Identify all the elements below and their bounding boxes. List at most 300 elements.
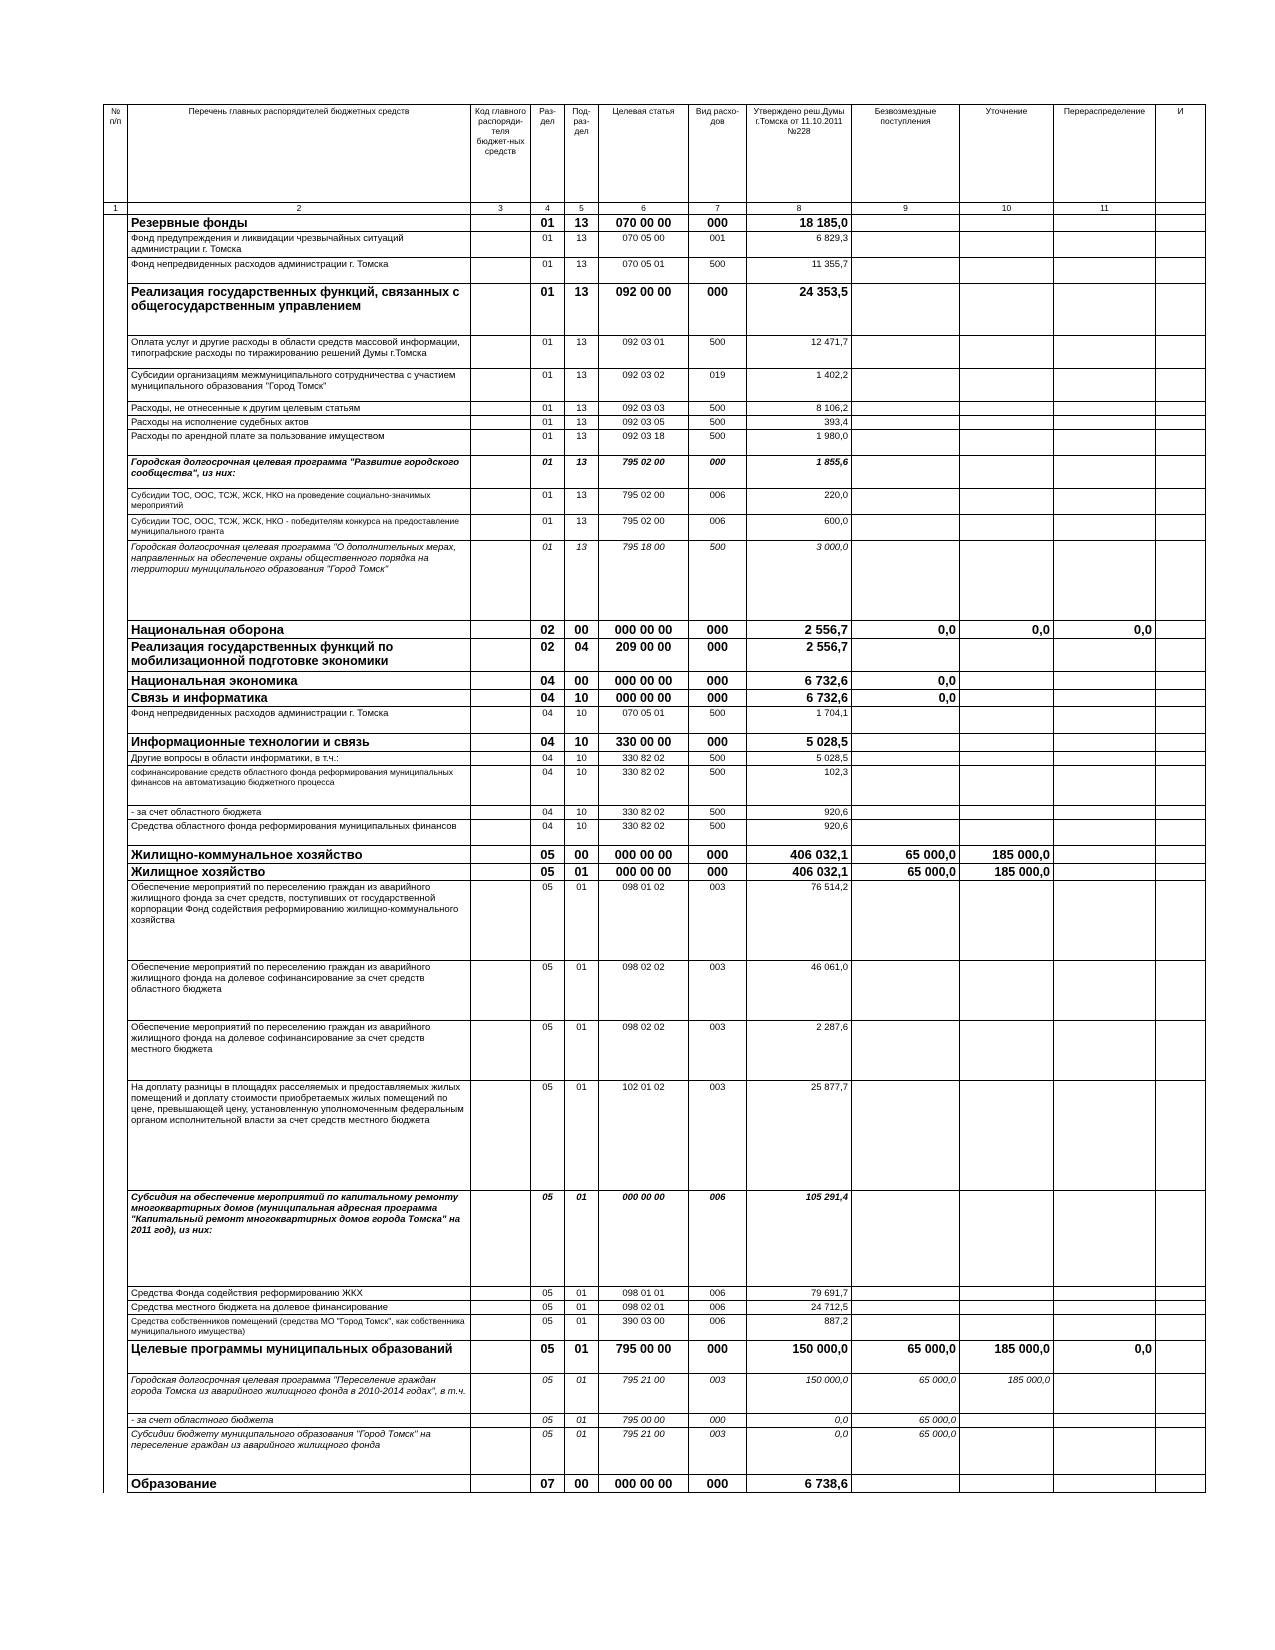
header-row (104, 105, 1206, 203)
row-statya: 092 03 03 (599, 402, 689, 416)
row-code (471, 284, 531, 336)
header-vid: Вид расхо-дов (689, 105, 747, 203)
row-name: Целевые программы муниципальных образований (128, 1341, 471, 1374)
row-approved: 406 032,1 (747, 864, 852, 881)
row-num (104, 1191, 128, 1287)
row-redistribution (1054, 1081, 1156, 1191)
row-grants (852, 1081, 960, 1191)
row-grants (852, 1301, 960, 1315)
row-approved: 1 855,6 (747, 456, 852, 489)
row-statya: 000 00 00 (599, 1191, 689, 1287)
row-vid: 003 (689, 1374, 747, 1414)
row-approved: 887,2 (747, 1315, 852, 1341)
table-row (104, 1374, 1206, 1414)
col-number: 10 (960, 203, 1054, 215)
row-redistribution (1054, 1021, 1156, 1081)
row-clarification (960, 1414, 1054, 1428)
row-approved: 12 471,7 (747, 336, 852, 369)
row-statya: 098 02 01 (599, 1301, 689, 1315)
row-clarification (960, 766, 1054, 806)
row-total (1156, 1315, 1206, 1341)
row-code (471, 690, 531, 707)
row-statya: 330 82 02 (599, 820, 689, 846)
header-code: Код главного распоряди-теля бюджет-ных средств (471, 105, 531, 203)
row-approved: 5 028,5 (747, 752, 852, 766)
row-razdel: 01 (531, 456, 565, 489)
row-total (1156, 806, 1206, 820)
row-total (1156, 430, 1206, 456)
row-total (1156, 1191, 1206, 1287)
row-razdel: 05 (531, 1021, 565, 1081)
row-redistribution (1054, 1428, 1156, 1475)
row-statya: 000 00 00 (599, 864, 689, 881)
row-vid: 500 (689, 416, 747, 430)
row-vid: 000 (689, 284, 747, 336)
row-clarification (960, 336, 1054, 369)
row-podrazdel: 13 (565, 284, 599, 336)
row-num (104, 1021, 128, 1081)
row-podrazdel: 10 (565, 707, 599, 734)
row-podrazdel: 04 (565, 639, 599, 672)
row-statya: 000 00 00 (599, 846, 689, 864)
table-row (104, 1021, 1206, 1081)
table-row (104, 1315, 1206, 1341)
row-vid: 500 (689, 402, 747, 416)
row-num (104, 541, 128, 621)
row-razdel: 05 (531, 1081, 565, 1191)
row-total (1156, 864, 1206, 881)
row-total (1156, 1374, 1206, 1414)
row-vid: 006 (689, 1301, 747, 1315)
row-clarification (960, 1315, 1054, 1341)
table-row (104, 284, 1206, 336)
row-podrazdel: 13 (565, 369, 599, 402)
row-clarification (960, 416, 1054, 430)
header-name: Перечень главных распорядителей бюджетных средств (128, 105, 471, 203)
row-statya: 098 01 02 (599, 881, 689, 961)
row-name: Городская долгосрочная целевая программа "О дополнительных мерах, направленных на обеспечение охраны общественного порядка на территории муниципального образования "Город Томск" (128, 541, 471, 621)
row-code (471, 621, 531, 639)
row-total (1156, 1287, 1206, 1301)
row-redistribution (1054, 1315, 1156, 1341)
row-razdel: 05 (531, 1428, 565, 1475)
row-code (471, 1191, 531, 1287)
row-vid: 000 (689, 734, 747, 752)
row-num (104, 707, 128, 734)
row-vid: 500 (689, 766, 747, 806)
row-total (1156, 1341, 1206, 1374)
row-name: Субсидии ТОС, ООС, ТСЖ, ЖСК, НКО - победителям конкурса на предоставление муниципального гранта (128, 515, 471, 541)
row-statya: 070 00 00 (599, 215, 689, 232)
header-podrazdel: Под-раз-дел (565, 105, 599, 203)
row-num (104, 232, 128, 258)
row-vid: 003 (689, 1428, 747, 1475)
row-redistribution (1054, 1301, 1156, 1315)
row-clarification (960, 752, 1054, 766)
row-razdel: 05 (531, 864, 565, 881)
row-razdel: 05 (531, 1315, 565, 1341)
row-code (471, 541, 531, 621)
row-name: Субсидии организациям межмуниципального сотрудничества с участием муниципального образования "Город Томск" (128, 369, 471, 402)
row-statya: 795 21 00 (599, 1428, 689, 1475)
row-num (104, 672, 128, 690)
row-grants (852, 1191, 960, 1287)
row-code (471, 416, 531, 430)
row-statya: 070 05 01 (599, 258, 689, 284)
row-grants: 65 000,0 (852, 1341, 960, 1374)
row-approved: 6 738,6 (747, 1475, 852, 1493)
row-vid: 000 (689, 846, 747, 864)
row-name: Обеспечение мероприятий по переселению граждан из аварийного жилищного фонда на долевое софинансирование за счет средств местного бюджета (128, 1021, 471, 1081)
row-name: Расходы на исполнение судебных актов (128, 416, 471, 430)
col-number: 4 (531, 203, 565, 215)
row-clarification (960, 456, 1054, 489)
row-num (104, 1374, 128, 1414)
row-statya: 795 21 00 (599, 1374, 689, 1414)
row-clarification (960, 881, 1054, 961)
table-row (104, 820, 1206, 846)
row-redistribution (1054, 1191, 1156, 1287)
row-code (471, 1301, 531, 1315)
row-approved: 6 732,6 (747, 672, 852, 690)
col-number: 8 (747, 203, 852, 215)
header-clarification: Уточнение (960, 105, 1054, 203)
col-number: 11 (1054, 203, 1156, 215)
row-clarification (960, 232, 1054, 258)
row-approved: 393,4 (747, 416, 852, 430)
table-row (104, 336, 1206, 369)
row-clarification (960, 1301, 1054, 1315)
table-row (104, 402, 1206, 416)
row-statya: 795 02 00 (599, 456, 689, 489)
row-grants (852, 258, 960, 284)
row-num (104, 881, 128, 961)
col-number: 7 (689, 203, 747, 215)
row-statya: 795 02 00 (599, 489, 689, 515)
row-total (1156, 881, 1206, 961)
row-approved: 1 980,0 (747, 430, 852, 456)
row-approved: 2 556,7 (747, 639, 852, 672)
row-code (471, 1081, 531, 1191)
table-row (104, 1191, 1206, 1287)
row-name: софинансирование средств областного фонда реформирования муниципальных финансов на автоматизацию бюджетного процесса (128, 766, 471, 806)
row-total (1156, 402, 1206, 416)
row-podrazdel: 01 (565, 1287, 599, 1301)
row-clarification (960, 430, 1054, 456)
col-number: 6 (599, 203, 689, 215)
row-total (1156, 232, 1206, 258)
row-razdel: 01 (531, 258, 565, 284)
row-code (471, 1374, 531, 1414)
row-approved: 6 829,3 (747, 232, 852, 258)
row-code (471, 864, 531, 881)
row-podrazdel: 01 (565, 1081, 599, 1191)
row-statya: 795 02 00 (599, 515, 689, 541)
row-razdel: 07 (531, 1475, 565, 1493)
row-clarification (960, 672, 1054, 690)
row-grants (852, 232, 960, 258)
table-row (104, 215, 1206, 232)
row-clarification (960, 806, 1054, 820)
row-grants (852, 881, 960, 961)
row-redistribution (1054, 846, 1156, 864)
row-redistribution (1054, 215, 1156, 232)
row-code (471, 1315, 531, 1341)
header-approved: Утверждено реш.Думы г.Томска от 11.10.2011 №228 (747, 105, 852, 203)
row-num (104, 1414, 128, 1428)
row-podrazdel: 01 (565, 1414, 599, 1428)
row-redistribution (1054, 1414, 1156, 1428)
row-total (1156, 1428, 1206, 1475)
row-num (104, 621, 128, 639)
row-redistribution (1054, 430, 1156, 456)
row-redistribution (1054, 416, 1156, 430)
header-statya: Целевая статья (599, 105, 689, 203)
row-num (104, 215, 128, 232)
row-podrazdel: 01 (565, 1191, 599, 1287)
row-clarification (960, 1191, 1054, 1287)
row-statya: 092 03 01 (599, 336, 689, 369)
row-num (104, 734, 128, 752)
row-total (1156, 489, 1206, 515)
row-approved: 11 355,7 (747, 258, 852, 284)
row-approved: 920,6 (747, 820, 852, 846)
row-approved: 79 691,7 (747, 1287, 852, 1301)
row-code (471, 1287, 531, 1301)
row-approved: 24 712,5 (747, 1301, 852, 1315)
row-razdel: 01 (531, 284, 565, 336)
row-grants (852, 766, 960, 806)
row-vid: 006 (689, 1315, 747, 1341)
row-approved: 24 353,5 (747, 284, 852, 336)
row-grants (852, 456, 960, 489)
col-number: 9 (852, 203, 960, 215)
table-row (104, 1428, 1206, 1475)
row-approved: 18 185,0 (747, 215, 852, 232)
col-number (1156, 203, 1206, 215)
row-statya: 330 00 00 (599, 734, 689, 752)
row-grants: 0,0 (852, 690, 960, 707)
row-statya: 795 18 00 (599, 541, 689, 621)
row-name: Обеспечение мероприятий по переселению граждан из аварийного жилищного фонда за счет средств, поступивших от государственной корпорации Фонд содействия реформированию жилищно-коммунального хозяйства (128, 881, 471, 961)
row-redistribution (1054, 1475, 1156, 1493)
col-number: 5 (565, 203, 599, 215)
row-num (104, 820, 128, 846)
row-total (1156, 1414, 1206, 1428)
row-vid: 006 (689, 1191, 747, 1287)
row-name: Субсидии ТОС, ООС, ТСЖ, ЖСК, НКО на проведение социально-значимых мероприятий (128, 489, 471, 515)
table-row (104, 1287, 1206, 1301)
row-total (1156, 766, 1206, 806)
row-vid: 000 (689, 621, 747, 639)
header-grants: Безвозмездные поступления (852, 105, 960, 203)
row-approved: 406 032,1 (747, 846, 852, 864)
row-redistribution (1054, 881, 1156, 961)
row-approved: 5 028,5 (747, 734, 852, 752)
table-row (104, 232, 1206, 258)
row-razdel: 02 (531, 621, 565, 639)
row-podrazdel: 00 (565, 846, 599, 864)
row-razdel: 01 (531, 336, 565, 369)
row-clarification (960, 489, 1054, 515)
row-approved: 8 106,2 (747, 402, 852, 416)
table-row (104, 846, 1206, 864)
row-podrazdel: 01 (565, 961, 599, 1021)
row-clarification (960, 1021, 1054, 1081)
row-approved: 105 291,4 (747, 1191, 852, 1287)
row-clarification (960, 961, 1054, 1021)
row-clarification: 0,0 (960, 621, 1054, 639)
row-total (1156, 820, 1206, 846)
row-grants (852, 489, 960, 515)
row-grants: 65 000,0 (852, 864, 960, 881)
row-num (104, 766, 128, 806)
row-approved: 150 000,0 (747, 1374, 852, 1414)
row-name: Реализация государственных функций, связанных с общегосударственным управлением (128, 284, 471, 336)
row-grants (852, 336, 960, 369)
row-vid: 006 (689, 1287, 747, 1301)
table-row (104, 430, 1206, 456)
row-statya: 795 00 00 (599, 1341, 689, 1374)
row-statya: 070 05 01 (599, 707, 689, 734)
row-code (471, 672, 531, 690)
row-code (471, 489, 531, 515)
table-row (104, 734, 1206, 752)
row-podrazdel: 10 (565, 806, 599, 820)
row-grants (852, 734, 960, 752)
row-code (471, 734, 531, 752)
row-podrazdel: 13 (565, 215, 599, 232)
row-total (1156, 456, 1206, 489)
row-code (471, 846, 531, 864)
col-number: 1 (104, 203, 128, 215)
row-grants (852, 806, 960, 820)
row-total (1156, 1475, 1206, 1493)
row-grants: 0,0 (852, 621, 960, 639)
row-vid: 006 (689, 515, 747, 541)
row-statya: 098 02 02 (599, 1021, 689, 1081)
row-podrazdel: 01 (565, 1315, 599, 1341)
row-redistribution (1054, 690, 1156, 707)
row-podrazdel: 10 (565, 734, 599, 752)
row-code (471, 232, 531, 258)
row-podrazdel: 10 (565, 820, 599, 846)
row-vid: 000 (689, 864, 747, 881)
row-vid: 500 (689, 258, 747, 284)
row-name: Жилищно-коммунальное хозяйство (128, 846, 471, 864)
row-total (1156, 1081, 1206, 1191)
row-podrazdel: 10 (565, 766, 599, 806)
row-num (104, 1428, 128, 1475)
row-statya: 795 00 00 (599, 1414, 689, 1428)
row-clarification (960, 707, 1054, 734)
row-name: Городская долгосрочная целевая программа "Переселение граждан города Томска из аварийного жилищного фонда в 2010-2014 годах", в т.ч. (128, 1374, 471, 1414)
row-redistribution (1054, 336, 1156, 369)
row-clarification (960, 639, 1054, 672)
row-redistribution (1054, 515, 1156, 541)
row-podrazdel: 01 (565, 881, 599, 961)
row-podrazdel: 00 (565, 672, 599, 690)
row-vid: 000 (689, 672, 747, 690)
row-razdel: 04 (531, 806, 565, 820)
row-num (104, 806, 128, 820)
row-podrazdel: 01 (565, 1428, 599, 1475)
row-vid: 003 (689, 881, 747, 961)
row-code (471, 752, 531, 766)
row-total (1156, 369, 1206, 402)
row-razdel: 01 (531, 215, 565, 232)
row-podrazdel: 13 (565, 430, 599, 456)
row-vid: 000 (689, 215, 747, 232)
row-redistribution (1054, 284, 1156, 336)
row-name: - за счет областного бюджета (128, 806, 471, 820)
row-name: - за счет областного бюджета (128, 1414, 471, 1428)
row-statya: 000 00 00 (599, 621, 689, 639)
table-row (104, 456, 1206, 489)
row-total (1156, 672, 1206, 690)
row-redistribution (1054, 456, 1156, 489)
row-razdel: 01 (531, 515, 565, 541)
row-name: Национальная экономика (128, 672, 471, 690)
row-name: Жилищное хозяйство (128, 864, 471, 881)
row-code (471, 1021, 531, 1081)
row-total (1156, 734, 1206, 752)
row-vid: 500 (689, 541, 747, 621)
row-total (1156, 752, 1206, 766)
row-approved: 1 402,2 (747, 369, 852, 402)
row-code (471, 1475, 531, 1493)
row-total (1156, 846, 1206, 864)
table-row (104, 881, 1206, 961)
table-row (104, 690, 1206, 707)
row-name: Расходы, не отнесенные к другим целевым статьям (128, 402, 471, 416)
table-body (104, 215, 1206, 1493)
row-num (104, 402, 128, 416)
row-approved: 0,0 (747, 1414, 852, 1428)
row-redistribution (1054, 1374, 1156, 1414)
row-total (1156, 284, 1206, 336)
row-code (471, 707, 531, 734)
row-razdel: 05 (531, 1341, 565, 1374)
row-total (1156, 1301, 1206, 1315)
row-vid: 000 (689, 690, 747, 707)
row-num (104, 1341, 128, 1374)
row-approved: 6 732,6 (747, 690, 852, 707)
row-grants: 0,0 (852, 672, 960, 690)
row-podrazdel: 13 (565, 336, 599, 369)
row-num (104, 846, 128, 864)
row-total (1156, 690, 1206, 707)
row-name: Средства областного фонда реформирования муниципальных финансов (128, 820, 471, 846)
row-podrazdel: 01 (565, 1301, 599, 1315)
table-row (104, 1341, 1206, 1374)
row-code (471, 369, 531, 402)
row-statya: 098 01 01 (599, 1287, 689, 1301)
row-razdel: 01 (531, 430, 565, 456)
row-redistribution (1054, 369, 1156, 402)
row-podrazdel: 01 (565, 1374, 599, 1414)
row-grants (852, 541, 960, 621)
row-clarification (960, 820, 1054, 846)
row-redistribution (1054, 766, 1156, 806)
row-approved: 2 556,7 (747, 621, 852, 639)
row-name: Субсидия на обеспечение мероприятий по капитальному ремонту многоквартирных домов (муниципальная адресная программа "Капитальный ремонт многоквартирных домов города Томска" на 2011 год), из них: (128, 1191, 471, 1287)
row-num (104, 430, 128, 456)
row-approved: 150 000,0 (747, 1341, 852, 1374)
row-vid: 500 (689, 430, 747, 456)
row-razdel: 05 (531, 846, 565, 864)
row-clarification (960, 402, 1054, 416)
